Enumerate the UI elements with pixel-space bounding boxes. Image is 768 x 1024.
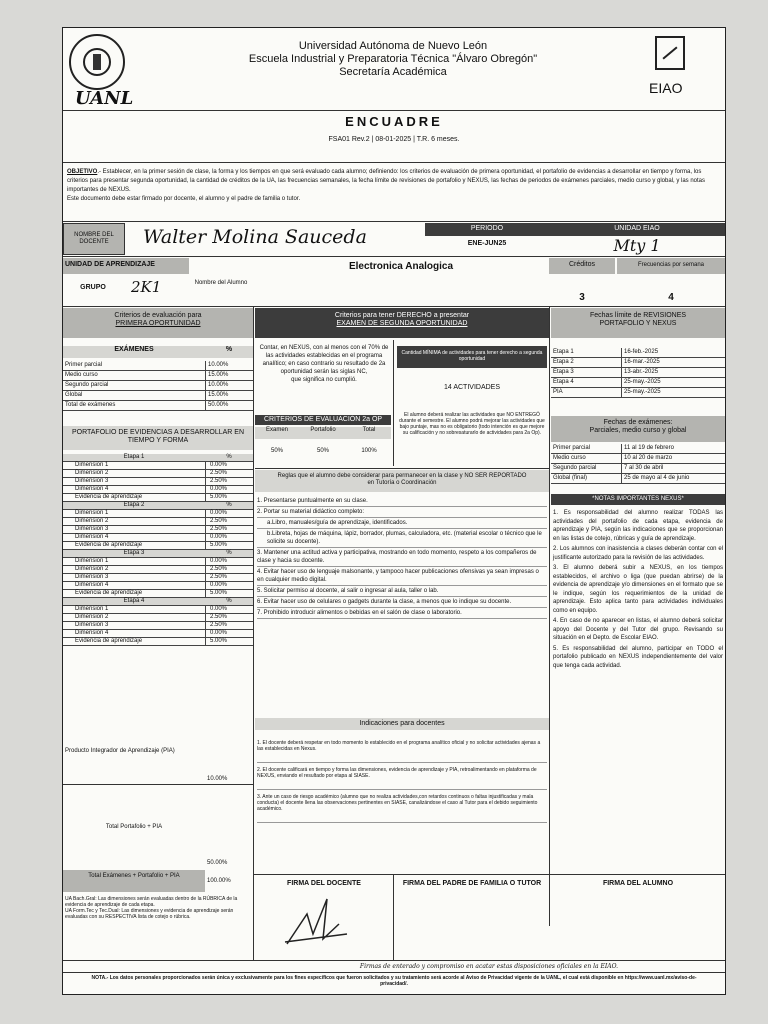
first-opp-subtitle: PRIMERA OPORTUNIDAD — [115, 320, 201, 327]
deadline-row-value: 13-abr.-2025 — [621, 368, 725, 377]
criteria-value-exam: 50% — [270, 448, 283, 454]
nexus-note: 4. En caso de no aparecer en listas, el alumno deberá solicitar apoyo del Docente y del Tutor del grupo. Revisando su situación en el Depto. de Escolar EIAO. — [553, 618, 723, 641]
encuadre-sheet — [62, 27, 726, 995]
teacher-signature-label: FIRMA DEL DOCENTE — [287, 880, 361, 887]
exam-date-row — [551, 444, 725, 454]
university-name: Universidad Autónoma de Nuevo León — [298, 40, 488, 52]
second-opp-text2: que significa no cumplió. — [291, 377, 357, 383]
unit-label: UNIDAD EIAO — [549, 223, 725, 236]
dimension-row — [63, 566, 253, 574]
deadline-row-label: Etapa 1 — [553, 349, 574, 355]
second-opp-subtitle: EXAMEN DE SEGUNDA OPORTUNIDAD — [336, 320, 468, 327]
first-opp-header — [63, 308, 253, 338]
exam-date-rows — [551, 444, 725, 484]
exam-row-label: Total de exámenes — [65, 402, 116, 408]
teacher-signature-scribble — [277, 894, 357, 954]
portfolio-stages — [63, 454, 253, 646]
dimension-row — [63, 486, 253, 494]
exam-row-value: 10.00% — [205, 381, 253, 390]
rules-list — [257, 496, 547, 619]
objective-label: OBJETIVO — [67, 169, 98, 175]
nexus-note: 2. Los alumnos con inasistencia a clases deberán contar con el justificante autorizado para la revisión de las actividades. — [553, 546, 723, 561]
criteria-2op-title: CRITERIOS DE EVALUACIÓN 2a OP — [255, 415, 391, 425]
dimension-row — [63, 526, 253, 534]
stage-header — [63, 502, 253, 510]
dimension-row — [63, 494, 253, 502]
deadlines-subtitle: PORTAFOLIO Y NEXUS — [599, 320, 677, 327]
objective — [67, 168, 719, 204]
exam-date-row — [551, 454, 725, 464]
dimension-label: Dimension 4 — [75, 582, 109, 588]
second-opp-header — [255, 308, 549, 338]
stage-name: Etapa 4 — [123, 598, 145, 604]
criteria-header-total: Total — [362, 427, 376, 433]
eiao-emblem — [655, 36, 685, 70]
dimension-label: Evidencia de aprendizaje — [75, 494, 143, 500]
exam-date-row-label: Medio curso — [553, 455, 586, 461]
dimension-value: 0.00% — [205, 486, 253, 493]
exam-dates-subtitle: Parciales, medio curso y global — [589, 427, 687, 434]
dimension-value: 2.50% — [205, 614, 253, 621]
deadlines-title: Fechas límite de REVISIONES — [589, 312, 687, 319]
stage-name: Etapa 2 — [123, 502, 145, 508]
stage-pct: % — [226, 454, 232, 460]
dimension-label: Dimension 3 — [75, 526, 109, 532]
teacher-notes-list — [257, 736, 547, 823]
stage-name: Etapa 3 — [123, 550, 145, 556]
stage-header — [63, 454, 253, 462]
total-all-value: 100.00% — [207, 878, 231, 884]
teacher-label: NOMBRE DEL DOCENTE — [63, 223, 125, 255]
teacher-note-item: 3. Ante un caso de riesgo académico (alumno que no realiza actividades,con retardos continuos o faltas injustificadas y mala conducta) el docente llena las observaciones pertinentes en SIASE, canalizándose el caso al Tutor para el debido seguimiento académico. — [257, 790, 547, 823]
criteria-value-portfolio: 50% — [316, 448, 329, 454]
dimension-label: Dimension 1 — [75, 558, 109, 564]
dimension-row — [63, 510, 253, 518]
rule-item: 4. Evitar hacer uso de lenguaje malsonante, y tampoco hacer publicaciones ofensivas ya sean impresas o en cualquier medio digital. — [257, 567, 547, 586]
privacy-note: NOTA.- Los datos personales proporcionados serán única y exclusivamente para los fines específicos que fueron solicitados y su tratamiento será acorde al Aviso de Privacidad vigente de la UANL, el cual está disponible en https://www.uanl.mx/aviso-de-privacidad/. — [91, 975, 697, 987]
exams-col-label: EXÁMENES — [114, 346, 154, 353]
dimension-label: Evidencia de aprendizaje — [75, 590, 143, 596]
credits-label: Créditos — [549, 258, 615, 274]
dimension-row — [63, 518, 253, 526]
deadline-row-label: PIA — [553, 389, 563, 395]
dimension-value: 0.00% — [205, 462, 253, 469]
exam-date-row — [551, 464, 725, 474]
min-activities-value: 14 ACTIVIDADES — [443, 384, 501, 391]
dimension-label: Dimension 3 — [75, 478, 109, 484]
dimension-label: Dimension 4 — [75, 534, 109, 540]
parent-signature-label: FIRMA DEL PADRE DE FAMILIA O TUTOR — [402, 880, 542, 887]
deadline-row-value: 16-feb.-2025 — [621, 348, 725, 357]
second-opp-note: El alumno deberá realizar las actividades que NO ENTREGÓ durante el semestre. El alumno podrá mejorar las actividades que bajo puntaje, mas no es obligatorio (todo intención es que mejore su calificación y no sobresaturarlo de actividades para 2a Op). — [399, 412, 545, 436]
group-label: GRUPO — [80, 284, 106, 291]
exam-date-row-label: Segundo parcial — [553, 465, 597, 471]
rules-title: Reglas que el alumno debe considerar para permanecer en la clase y NO SER REPORTADO en Tutoría o Coordinación — [255, 470, 549, 492]
exam-row-value: 15.00% — [205, 391, 253, 400]
rule-item: 3. Mantener una actitud activa y participativa, mostrando en todo momento, respeto a los compañeros de clase y hacia su docente. — [257, 548, 547, 567]
total-portfolio-label: Total Portafolio + PIA — [105, 824, 163, 830]
dimension-row — [63, 590, 253, 598]
exam-row-value: 10.00% — [205, 361, 253, 370]
dimension-label: Dimension 3 — [75, 574, 109, 580]
rule-item: b.Libreta, hojas de máquina, lápiz, borrador, plumas, calculadora, etc. (material escolar o técnico que le solicite su docente). — [257, 529, 547, 548]
rule-item: 7. Prohibido introducir alimentos o bebidas en el salón de clase o laboratorio. — [257, 608, 547, 619]
credits-value: 3 — [579, 292, 585, 303]
deadline-row-value: 25-may.-2025 — [621, 388, 725, 397]
dimension-row — [63, 630, 253, 638]
dimension-label: Dimension 4 — [75, 486, 109, 492]
exam-date-row-value: 10 al 20 de marzo — [621, 454, 725, 463]
eiao-logo-text: EIAO — [649, 80, 683, 96]
rule-item: 6. Evitar hacer uso de celulares o gadgets durante la clase, a menos que lo indique su docente. — [257, 597, 547, 608]
uanl-seal-logo — [69, 34, 125, 90]
nexus-note: 1. Es responsabilidad del alumno realizar TODAS las actividades del portafolio de cada etapa, evidencia de aprendizaje y PIA, según las indicaciones que se proporcionan en las listas de cotejo, rúbricas y guía de aprendizaje. — [553, 510, 723, 542]
dimension-value: 2.50% — [205, 574, 253, 581]
dimension-value: 0.00% — [205, 534, 253, 541]
rule-item: 5. Solicitar permiso al docente, al salir o ingresar al aula, taller o lab. — [257, 586, 547, 597]
dimension-value: 2.50% — [205, 518, 253, 525]
deadline-row — [551, 388, 725, 398]
dimension-value: 2.50% — [205, 566, 253, 573]
exam-date-row-value: 25 de mayo al 4 de junio — [621, 474, 725, 483]
group-value: 2K1 — [131, 278, 162, 296]
criteria-header-portfolio: Portafolio — [310, 427, 336, 433]
subject-value: Electronica Analogica — [348, 261, 454, 272]
dimension-value: 5.00% — [205, 542, 253, 549]
dimension-label: Dimension 1 — [75, 510, 109, 516]
deadline-row-label: Etapa 2 — [553, 359, 574, 365]
dimension-row — [63, 478, 253, 486]
nexus-note: 5. Es responsabilidad del alumno, participar en TODO el portafolio publicado en NEXUS independientemente del valor que tenga cada actividad. — [553, 645, 723, 669]
deadline-rows — [551, 348, 725, 398]
total-portfolio-value: 50.00% — [207, 860, 228, 866]
dimension-value: 0.00% — [205, 630, 253, 637]
rubric-note-tech: UA Form.Tec y Tec.Dual: Las dimensiones y evidencia de aprendizaje serán evaluadas con su RESPECTIVA lista de cotejo o rúbrica. — [65, 908, 234, 920]
uanl-logo-text: UANL — [75, 88, 134, 109]
exam-date-row-label: Global (final) — [553, 475, 588, 481]
dimension-value: 5.00% — [205, 494, 253, 501]
signature-requirement: Este documento debe estar firmado por docente, el alumno y el padre de familia o tutor. — [67, 196, 301, 202]
dimension-row — [63, 462, 253, 470]
dimension-row — [63, 542, 253, 550]
subject-label: UNIDAD DE APRENDIZAJE — [63, 258, 189, 274]
exam-date-row-label: Primer parcial — [553, 445, 591, 451]
exam-row-label: Segundo parcial — [65, 382, 109, 388]
document-code: FSA01 Rev.2 | 08-01-2025 | T.R. 6 meses. — [328, 136, 460, 143]
stage-name: Etapa 1 — [123, 454, 145, 460]
stage-pct: % — [226, 598, 232, 604]
stage-header — [63, 550, 253, 558]
dimension-label: Dimension 2 — [75, 614, 109, 620]
nexus-notes — [553, 509, 723, 672]
rule-item: 1. Presentarse puntualmente en su clase. — [257, 496, 547, 507]
exams-header — [63, 346, 253, 358]
min-activities-label: Cantidad MÍNIMA de actividades para tener derecho a segunda oportunidad — [397, 346, 547, 368]
teacher-notes-title: Indicaciones para docentes — [255, 718, 549, 730]
dimension-value: 2.50% — [205, 470, 253, 477]
exam-date-row-value: 7 al 30 de abril — [621, 464, 725, 473]
dimension-value: 0.00% — [205, 558, 253, 565]
pia-label: Producto Integrador de Aprendizaje (PIA) — [65, 748, 175, 754]
dimension-value: 0.00% — [205, 606, 253, 613]
institution-header — [183, 40, 603, 79]
dimension-value: 0.00% — [205, 582, 253, 589]
school-name: Escuela Industrial y Preparatoria Técnica "Álvaro Obregón" — [248, 53, 538, 65]
second-opp-text: Contar, en NEXUS, con al menos con el 70% de las actividades establecidas en el programa analítico; en caso contrario su resultado de 2a oportunidad serán las siglas NC, — [259, 345, 389, 375]
second-opp-condition — [257, 344, 391, 384]
dimension-row — [63, 470, 253, 478]
dimension-row — [63, 534, 253, 542]
deadline-row — [551, 378, 725, 388]
stage-header — [63, 598, 253, 606]
dimension-label: Dimension 1 — [75, 606, 109, 612]
frequency-label: Frecuencias por semana — [617, 258, 725, 274]
criteria-headers — [255, 427, 391, 439]
student-name-label: Nombre del Alumno — [194, 280, 248, 286]
exam-row — [63, 391, 253, 401]
objective-text: .- Establecer, en la primer sesión de clase, la forma y los tiempos en que será evaluado cada alumno; definiendo: los criterios de evaluación de primera oportunidad, el portafolio de evidencias a desarrollar en tiempo y forma, los criterios para presentar segunda oportunidad, la cantidad de créditos de la UA, las frecuencias semanales, la fecha límite de revisiones de portafolio y NEXUS, las fechas de periodos de exámenes parciales, medio curso y global, y las notas importantes de NEXUS. — [67, 169, 706, 193]
exam-rows — [63, 361, 253, 411]
exam-date-row — [551, 474, 725, 484]
rule-item: 2. Portar su material didáctico completo: — [257, 507, 547, 518]
nexus-note: 3. El alumno deberá subir a NEXUS, en los tiempos establecidos, el archivo o liga (que puedan abrirse) de la evidencia de aprendizaje y/o dimensiones en el formato que se le indique, según los requerimientos de la unidad de aprendizaje. Esto aplica tanto para actividades individuales como en equipo. — [553, 565, 723, 614]
frequency-value: 4 — [668, 292, 674, 303]
exam-row-value: 15.00% — [205, 371, 253, 380]
dimension-row — [63, 614, 253, 622]
dimension-label: Dimension 1 — [75, 462, 109, 468]
signature-agreement: Firmas de enterado y compromiso en acatar estas disposiciones oficiales en la EIAO. — [359, 963, 619, 970]
dimension-label: Dimension 2 — [75, 518, 109, 524]
exam-row-label: Medio curso — [65, 372, 98, 378]
dimension-label: Dimension 2 — [75, 470, 109, 476]
student-signature-label: FIRMA DEL ALUMNO — [602, 880, 674, 887]
criteria-header-exam: Examen — [265, 427, 288, 433]
period-value: ENE-JUN25 — [467, 240, 507, 247]
unit-value: Mty 1 — [613, 236, 661, 255]
period-label: PERIODO — [425, 223, 549, 236]
nexus-title: *NOTAS IMPORTANTES NEXUS* — [551, 494, 725, 505]
criteria-value-total: 100% — [361, 448, 377, 454]
teacher-note-item: 1. El docente deberá respetar en todo momento lo establecido en el programa analítico oficial y no solicitar actividades ajenas a las establecidas en Nexus. — [257, 736, 547, 763]
exam-dates-header — [551, 416, 725, 442]
dimension-label: Evidencia de aprendizaje — [75, 542, 143, 548]
dimension-row — [63, 574, 253, 582]
exams-col-pct: % — [225, 346, 233, 353]
rubric-note — [65, 896, 251, 920]
dimension-label: Evidencia de aprendizaje — [75, 638, 143, 644]
teacher-name: Walter Molina Sauceda — [143, 226, 367, 248]
first-opp-title: Criterios de evaluación para — [114, 312, 202, 319]
exam-row-label: Global — [65, 392, 83, 398]
deadlines-header — [551, 308, 725, 338]
criteria-values — [255, 448, 391, 455]
dimension-label: Dimension 4 — [75, 630, 109, 636]
deadline-row — [551, 348, 725, 358]
deadline-row — [551, 358, 725, 368]
stage-pct: % — [226, 502, 232, 508]
pia-value: 10.00% — [207, 776, 228, 782]
deadline-row-label: Etapa 4 — [553, 379, 574, 385]
total-all-label: Total Exámenes + Portafolio + PIA — [63, 870, 205, 892]
rubric-note-general: UA Bach.Gral: Las dimensiones serán evaluadas dentro de la RÚBRICA de la evidencia de aprendizaje de cada etapa. — [65, 896, 238, 908]
dimension-row — [63, 558, 253, 566]
second-opp-title: Criterios para tener DERECHO a presentar — [334, 312, 470, 319]
exam-row-value: 50.00% — [205, 401, 253, 410]
dimension-label: Dimension 3 — [75, 622, 109, 628]
deadline-row — [551, 368, 725, 378]
dimension-label: Dimension 2 — [75, 566, 109, 572]
rule-item: a.Libro, manuales/guía de aprendizaje, identificados. — [257, 518, 547, 529]
dimension-value: 5.00% — [205, 590, 253, 597]
stage-pct: % — [226, 550, 232, 556]
dimension-row — [63, 582, 253, 590]
dimension-value: 2.50% — [205, 478, 253, 485]
dimension-value: 5.00% — [205, 638, 253, 645]
dimension-row — [63, 606, 253, 614]
deadline-row-value: 16-mar.-2025 — [621, 358, 725, 367]
deadline-row-value: 25-may.-2025 — [621, 378, 725, 387]
teacher-note-item: 2. El docente calificará en tiempo y forma las dimensiones, evidencia de aprendizaje y PIA, retroalimentando en plataforma de NEXUS, enviando el resultado por etapa al SIASE. — [257, 763, 547, 790]
document-title: ENCUADRE — [345, 114, 443, 129]
exam-date-row-value: 11 al 19 de febrero — [621, 444, 725, 453]
department-name: Secretaría Académica — [339, 66, 447, 78]
exam-row — [63, 381, 253, 391]
dimension-row — [63, 638, 253, 646]
deadline-row-label: Etapa 3 — [553, 369, 574, 375]
exam-row — [63, 371, 253, 381]
dimension-value: 2.50% — [205, 526, 253, 533]
exam-dates-title: Fechas de exámenes: — [603, 419, 673, 426]
dimension-row — [63, 622, 253, 630]
portfolio-title: PORTAFOLIO DE EVIDENCIAS A DESARROLLAR EN TIEMPO Y FORMA — [63, 426, 253, 450]
dimension-value: 0.00% — [205, 510, 253, 517]
exam-row — [63, 361, 253, 371]
exam-row — [63, 401, 253, 411]
dimension-value: 2.50% — [205, 622, 253, 629]
exam-row-label: Primer parcial — [65, 362, 103, 368]
